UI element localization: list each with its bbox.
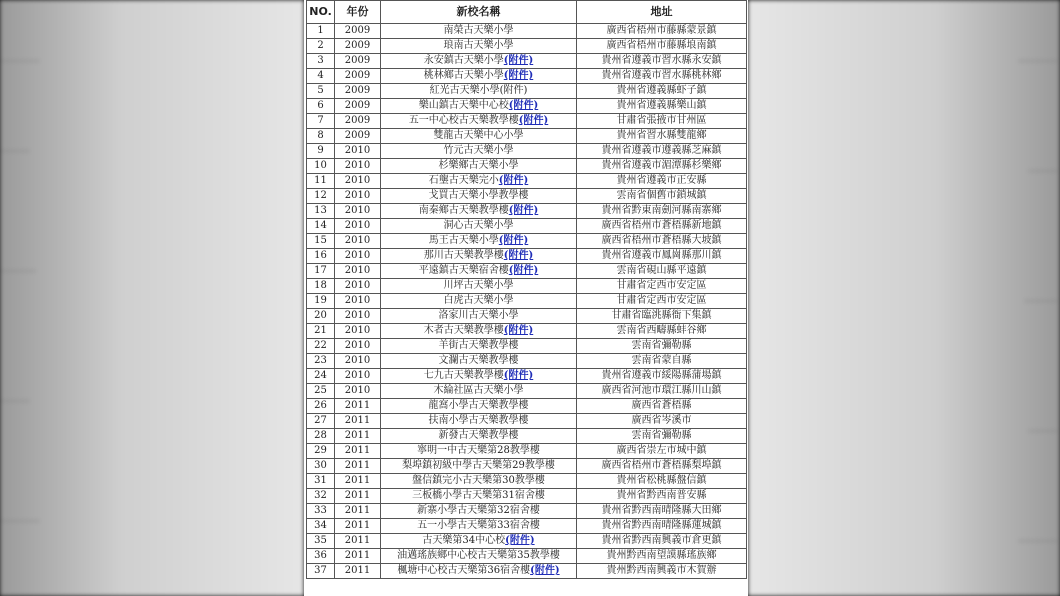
cell-year: 2009 bbox=[335, 54, 381, 69]
attachment-link[interactable]: (附件) bbox=[505, 535, 535, 546]
cell-school-name bbox=[381, 69, 577, 84]
cell-no: 34 bbox=[307, 519, 335, 534]
table-header-row bbox=[307, 1, 747, 24]
table-row bbox=[307, 564, 747, 579]
cell-no: 26 bbox=[307, 399, 335, 414]
cell-school-name bbox=[381, 174, 577, 189]
cell-year: 2009 bbox=[335, 84, 381, 99]
cell-no: 15 bbox=[307, 234, 335, 249]
cell-address: 貴州省遵義市遵義縣芝麻鎮 bbox=[577, 144, 747, 159]
table-row bbox=[307, 129, 747, 144]
cell-year: 2009 bbox=[335, 129, 381, 144]
cell-address: 廣西省梧州市藤縣蒙景鎮 bbox=[577, 24, 747, 39]
cell-year: 2010 bbox=[335, 294, 381, 309]
cell-school-name bbox=[381, 534, 577, 549]
table-row bbox=[307, 39, 747, 54]
cell-no: 30 bbox=[307, 459, 335, 474]
cell-address: 甘肅省定西市安定區 bbox=[577, 279, 747, 294]
cell-address: 廣西省梧州市蒼梧縣大坡鎮 bbox=[577, 234, 747, 249]
school-name: 紅光古天樂小學(附件) bbox=[429, 85, 528, 96]
table-row bbox=[307, 189, 747, 204]
cell-school-name bbox=[381, 144, 577, 159]
table-row bbox=[307, 354, 747, 369]
cell-address: 廣西省梧州市藤縣埌南鎮 bbox=[577, 39, 747, 54]
cell-address: 貴州省遵義市正安縣 bbox=[577, 174, 747, 189]
school-name: 洞心古天樂小學 bbox=[443, 220, 514, 231]
cell-no: 3 bbox=[307, 54, 335, 69]
cell-school-name bbox=[381, 414, 577, 429]
attachment-link[interactable]: (附件) bbox=[508, 205, 539, 216]
attachment-link[interactable]: (附件) bbox=[508, 265, 539, 276]
school-name: 平遠鎮古天樂宿舍樓 bbox=[418, 265, 509, 276]
school-list-document bbox=[304, 0, 748, 596]
cell-year: 2010 bbox=[335, 309, 381, 324]
cell-year: 2011 bbox=[335, 459, 381, 474]
school-name: 雙龍古天樂中心小學 bbox=[433, 130, 524, 141]
cell-no: 25 bbox=[307, 384, 335, 399]
cell-no: 27 bbox=[307, 414, 335, 429]
cell-address: 貴州省習水縣雙龍鄉 bbox=[577, 129, 747, 144]
school-name: 新發古天樂教學樓 bbox=[438, 430, 519, 441]
cell-address: 廣西省崇左市城中鎮 bbox=[577, 444, 747, 459]
attachment-link[interactable]: (附件) bbox=[498, 235, 529, 246]
cell-no: 8 bbox=[307, 129, 335, 144]
cell-address: 貴州省松桃縣盤信鎮 bbox=[577, 474, 747, 489]
cell-no: 18 bbox=[307, 279, 335, 294]
blurred-background-right bbox=[748, 0, 1060, 596]
school-name: 川坪古天樂小學 bbox=[443, 280, 514, 291]
header-no: NO. bbox=[307, 1, 335, 24]
table-row bbox=[307, 519, 747, 534]
cell-school-name bbox=[381, 489, 577, 504]
school-name: 南榮古天樂小學 bbox=[443, 25, 514, 36]
school-name: 那川古天樂教學樓 bbox=[423, 250, 504, 261]
cell-school-name bbox=[381, 459, 577, 474]
table-row bbox=[307, 399, 747, 414]
school-name: 寧明一中古天樂第28教學樓 bbox=[417, 445, 540, 456]
cell-address: 貴州黔西南望謨縣瑤族鄉 bbox=[577, 549, 747, 564]
table-row bbox=[307, 459, 747, 474]
table-row bbox=[307, 429, 747, 444]
cell-school-name bbox=[381, 339, 577, 354]
cell-address: 貴州省遵義市習水縣桃林鄉 bbox=[577, 69, 747, 84]
cell-year: 2011 bbox=[335, 564, 381, 579]
cell-address: 貴州省遵義市鳳崗縣那川鎮 bbox=[577, 249, 747, 264]
cell-school-name bbox=[381, 264, 577, 279]
table-row bbox=[307, 249, 747, 264]
cell-school-name bbox=[381, 84, 577, 99]
school-name: 三板橋小學古天樂第31宿舍樓 bbox=[412, 490, 545, 501]
cell-year: 2010 bbox=[335, 249, 381, 264]
cell-school-name bbox=[381, 399, 577, 414]
cell-address: 貴州省黔東南劍河縣南寨鄉 bbox=[577, 204, 747, 219]
attachment-link[interactable]: (附件) bbox=[530, 565, 560, 576]
school-name: 白虎古天樂小學 bbox=[443, 295, 514, 306]
table-row bbox=[307, 24, 747, 39]
cell-address: 貴州省黔西南晴隆縣大田鄉 bbox=[577, 504, 747, 519]
cell-year: 2009 bbox=[335, 24, 381, 39]
cell-year: 2011 bbox=[335, 504, 381, 519]
cell-address: 貴州省黔西南晴隆縣蓮城鎮 bbox=[577, 519, 747, 534]
cell-no: 6 bbox=[307, 99, 335, 114]
table-row bbox=[307, 489, 747, 504]
table-row bbox=[307, 549, 747, 564]
table-row bbox=[307, 504, 747, 519]
cell-year: 2010 bbox=[335, 234, 381, 249]
cell-no: 20 bbox=[307, 309, 335, 324]
table-row bbox=[307, 279, 747, 294]
cell-year: 2011 bbox=[335, 489, 381, 504]
cell-no: 9 bbox=[307, 144, 335, 159]
school-name: 五一中心校古天樂教學樓 bbox=[408, 115, 519, 126]
cell-school-name bbox=[381, 189, 577, 204]
cell-address: 甘肅省張掖市甘州區 bbox=[577, 114, 747, 129]
attachment-link[interactable]: (附件) bbox=[508, 100, 539, 111]
cell-school-name bbox=[381, 504, 577, 519]
table-row bbox=[307, 324, 747, 339]
cell-year: 2011 bbox=[335, 519, 381, 534]
table-row bbox=[307, 339, 747, 354]
blurred-background-left bbox=[0, 0, 304, 596]
school-name: 龍窩小學古天樂教學樓 bbox=[428, 400, 529, 411]
attachment-link[interactable]: (附件) bbox=[498, 175, 529, 186]
cell-address: 貴州省遵義市湄潭縣杉樂鄉 bbox=[577, 159, 747, 174]
cell-year: 2010 bbox=[335, 324, 381, 339]
cell-address: 貴州黔西南興義市木賀辦 bbox=[577, 564, 747, 579]
school-name: 扶南小學古天樂教學樓 bbox=[428, 415, 529, 426]
cell-school-name bbox=[381, 324, 577, 339]
attachment-link[interactable]: (附件) bbox=[503, 250, 534, 261]
cell-school-name bbox=[381, 114, 577, 129]
cell-address: 廣西省蒼梧縣 bbox=[577, 399, 747, 414]
cell-year: 2011 bbox=[335, 414, 381, 429]
cell-address: 廣西省岑溪市 bbox=[577, 414, 747, 429]
table-row bbox=[307, 369, 747, 384]
attachment-link[interactable]: (附件) bbox=[503, 325, 534, 336]
attachment-link[interactable]: (附件) bbox=[518, 115, 549, 126]
cell-school-name bbox=[381, 39, 577, 54]
table-row bbox=[307, 534, 747, 549]
cell-year: 2010 bbox=[335, 279, 381, 294]
cell-address: 貴州省遵義市綏陽縣蒲場鎮 bbox=[577, 369, 747, 384]
table-row bbox=[307, 474, 747, 489]
cell-no: 13 bbox=[307, 204, 335, 219]
cell-school-name bbox=[381, 384, 577, 399]
cell-school-name bbox=[381, 24, 577, 39]
school-name: 五一小學古天樂第33宿舍樓 bbox=[417, 520, 540, 531]
cell-address: 貴州省黔西南普安縣 bbox=[577, 489, 747, 504]
cell-year: 2010 bbox=[335, 159, 381, 174]
school-table bbox=[306, 0, 747, 579]
cell-year: 2010 bbox=[335, 264, 381, 279]
cell-no: 22 bbox=[307, 339, 335, 354]
cell-year: 2011 bbox=[335, 534, 381, 549]
table-row bbox=[307, 84, 747, 99]
table-row bbox=[307, 384, 747, 399]
cell-school-name bbox=[381, 99, 577, 114]
cell-year: 2011 bbox=[335, 474, 381, 489]
table-row bbox=[307, 174, 747, 189]
cell-no: 2 bbox=[307, 39, 335, 54]
cell-no: 5 bbox=[307, 84, 335, 99]
school-name: 古天樂第34中心校 bbox=[422, 535, 506, 546]
cell-school-name bbox=[381, 279, 577, 294]
cell-school-name bbox=[381, 234, 577, 249]
cell-no: 32 bbox=[307, 489, 335, 504]
cell-address: 廣西省梧州市蒼梧縣梨埠鎮 bbox=[577, 459, 747, 474]
cell-school-name bbox=[381, 429, 577, 444]
school-name: 戈買古天樂小學教學樓 bbox=[428, 190, 529, 201]
cell-school-name bbox=[381, 519, 577, 534]
cell-address: 雲南省彌勒縣 bbox=[577, 339, 747, 354]
cell-no: 31 bbox=[307, 474, 335, 489]
attachment-link[interactable]: (附件) bbox=[503, 55, 534, 66]
school-name: 羊街古天樂教學樓 bbox=[438, 340, 519, 351]
cell-address: 貴州省遵義市習水縣永安鎮 bbox=[577, 54, 747, 69]
school-name: 馬王古天樂小學 bbox=[428, 235, 499, 246]
cell-year: 2010 bbox=[335, 369, 381, 384]
school-name: 琅南古天樂小學 bbox=[443, 40, 514, 51]
cell-no: 4 bbox=[307, 69, 335, 84]
cell-no: 33 bbox=[307, 504, 335, 519]
cell-year: 2009 bbox=[335, 114, 381, 129]
cell-year: 2010 bbox=[335, 384, 381, 399]
cell-no: 21 bbox=[307, 324, 335, 339]
cell-school-name bbox=[381, 204, 577, 219]
table-row bbox=[307, 444, 747, 459]
cell-address: 雲南省硯山縣平遠鎮 bbox=[577, 264, 747, 279]
school-name: 木綸社區古天樂小學 bbox=[433, 385, 524, 396]
cell-school-name bbox=[381, 249, 577, 264]
school-name: 楓塘中心校古天樂第36宿舍樓 bbox=[397, 565, 531, 576]
school-name: 七九古天樂教學樓 bbox=[423, 370, 504, 381]
cell-school-name bbox=[381, 294, 577, 309]
school-name: 竹元古天樂小學 bbox=[443, 145, 514, 156]
cell-year: 2010 bbox=[335, 144, 381, 159]
cell-year: 2009 bbox=[335, 39, 381, 54]
table-row bbox=[307, 159, 747, 174]
cell-no: 17 bbox=[307, 264, 335, 279]
cell-year: 2009 bbox=[335, 99, 381, 114]
cell-address: 貴州省黔西南興義市倉更鎮 bbox=[577, 534, 747, 549]
table-row bbox=[307, 414, 747, 429]
table-row bbox=[307, 54, 747, 69]
table-row bbox=[307, 99, 747, 114]
cell-address: 貴州省遵義縣樂山鎮 bbox=[577, 99, 747, 114]
cell-no: 19 bbox=[307, 294, 335, 309]
cell-year: 2009 bbox=[335, 69, 381, 84]
school-name: 杉樂鄉古天樂小學 bbox=[438, 160, 519, 171]
cell-year: 2010 bbox=[335, 219, 381, 234]
cell-address: 廣西省梧州市蒼梧縣新地鎮 bbox=[577, 219, 747, 234]
cell-no: 12 bbox=[307, 189, 335, 204]
cell-year: 2010 bbox=[335, 204, 381, 219]
school-name: 新寨小學古天樂第32宿舍樓 bbox=[417, 505, 540, 516]
cell-year: 2010 bbox=[335, 189, 381, 204]
table-row bbox=[307, 294, 747, 309]
cell-school-name bbox=[381, 159, 577, 174]
cell-no: 16 bbox=[307, 249, 335, 264]
cell-address: 甘肅省臨洮縣衙下集鎮 bbox=[577, 309, 747, 324]
table-row bbox=[307, 69, 747, 84]
cell-no: 29 bbox=[307, 444, 335, 459]
cell-address: 貴州省遵義縣虾子鎮 bbox=[577, 84, 747, 99]
school-name: 木者古天樂教學樓 bbox=[423, 325, 504, 336]
table-row bbox=[307, 144, 747, 159]
school-name: 樂山鎮古天樂中心校 bbox=[418, 100, 509, 111]
attachment-link[interactable]: (附件) bbox=[503, 370, 534, 381]
cell-no: 23 bbox=[307, 354, 335, 369]
table-row bbox=[307, 204, 747, 219]
cell-school-name bbox=[381, 444, 577, 459]
cell-school-name bbox=[381, 549, 577, 564]
cell-no: 10 bbox=[307, 159, 335, 174]
cell-school-name bbox=[381, 564, 577, 579]
cell-address: 廣西省河池市環江縣川山鎮 bbox=[577, 384, 747, 399]
school-name: 桃林鄉古天樂小學 bbox=[423, 70, 504, 81]
cell-no: 35 bbox=[307, 534, 335, 549]
attachment-link[interactable]: (附件) bbox=[503, 70, 534, 81]
header-school-name: 新校名稱 bbox=[381, 1, 577, 24]
table-row bbox=[307, 114, 747, 129]
cell-year: 2010 bbox=[335, 354, 381, 369]
school-name: 洛家川古天樂小學 bbox=[438, 310, 519, 321]
cell-school-name bbox=[381, 369, 577, 384]
table-row bbox=[307, 219, 747, 234]
cell-year: 2010 bbox=[335, 339, 381, 354]
header-address: 地址 bbox=[577, 1, 747, 24]
school-name: 盤信鎮完小古天樂第30教學樓 bbox=[412, 475, 545, 486]
cell-no: 1 bbox=[307, 24, 335, 39]
school-name: 油邁瑤族鄉中心校古天樂第35教學樓 bbox=[397, 550, 560, 561]
cell-address: 雲南省蒙自縣 bbox=[577, 354, 747, 369]
school-name: 梨埠鎮初級中學古天樂第29教學樓 bbox=[402, 460, 555, 471]
school-name: 石壟古天樂完小 bbox=[428, 175, 499, 186]
school-name: 文瀾古天樂教學樓 bbox=[438, 355, 519, 366]
cell-year: 2011 bbox=[335, 444, 381, 459]
cell-year: 2011 bbox=[335, 429, 381, 444]
cell-year: 2011 bbox=[335, 549, 381, 564]
school-name: 永安鎮古天樂小學 bbox=[423, 55, 504, 66]
cell-no: 11 bbox=[307, 174, 335, 189]
cell-no: 37 bbox=[307, 564, 335, 579]
cell-school-name bbox=[381, 354, 577, 369]
cell-school-name bbox=[381, 309, 577, 324]
cell-school-name bbox=[381, 219, 577, 234]
table-row bbox=[307, 264, 747, 279]
cell-school-name bbox=[381, 54, 577, 69]
header-year: 年份 bbox=[335, 1, 381, 24]
cell-no: 28 bbox=[307, 429, 335, 444]
cell-year: 2011 bbox=[335, 399, 381, 414]
cell-school-name bbox=[381, 129, 577, 144]
cell-address: 雲南省彌勒縣 bbox=[577, 429, 747, 444]
cell-no: 24 bbox=[307, 369, 335, 384]
cell-no: 14 bbox=[307, 219, 335, 234]
cell-year: 2010 bbox=[335, 174, 381, 189]
cell-address: 甘肅省定西市安定區 bbox=[577, 294, 747, 309]
table-row bbox=[307, 234, 747, 249]
table-row bbox=[307, 309, 747, 324]
cell-address: 雲南省個舊市鎖城鎮 bbox=[577, 189, 747, 204]
school-name: 南秦鄉古天樂教學樓 bbox=[418, 205, 509, 216]
cell-address: 雲南省西疇縣蚌谷鄉 bbox=[577, 324, 747, 339]
cell-no: 7 bbox=[307, 114, 335, 129]
cell-no: 36 bbox=[307, 549, 335, 564]
cell-school-name bbox=[381, 474, 577, 489]
